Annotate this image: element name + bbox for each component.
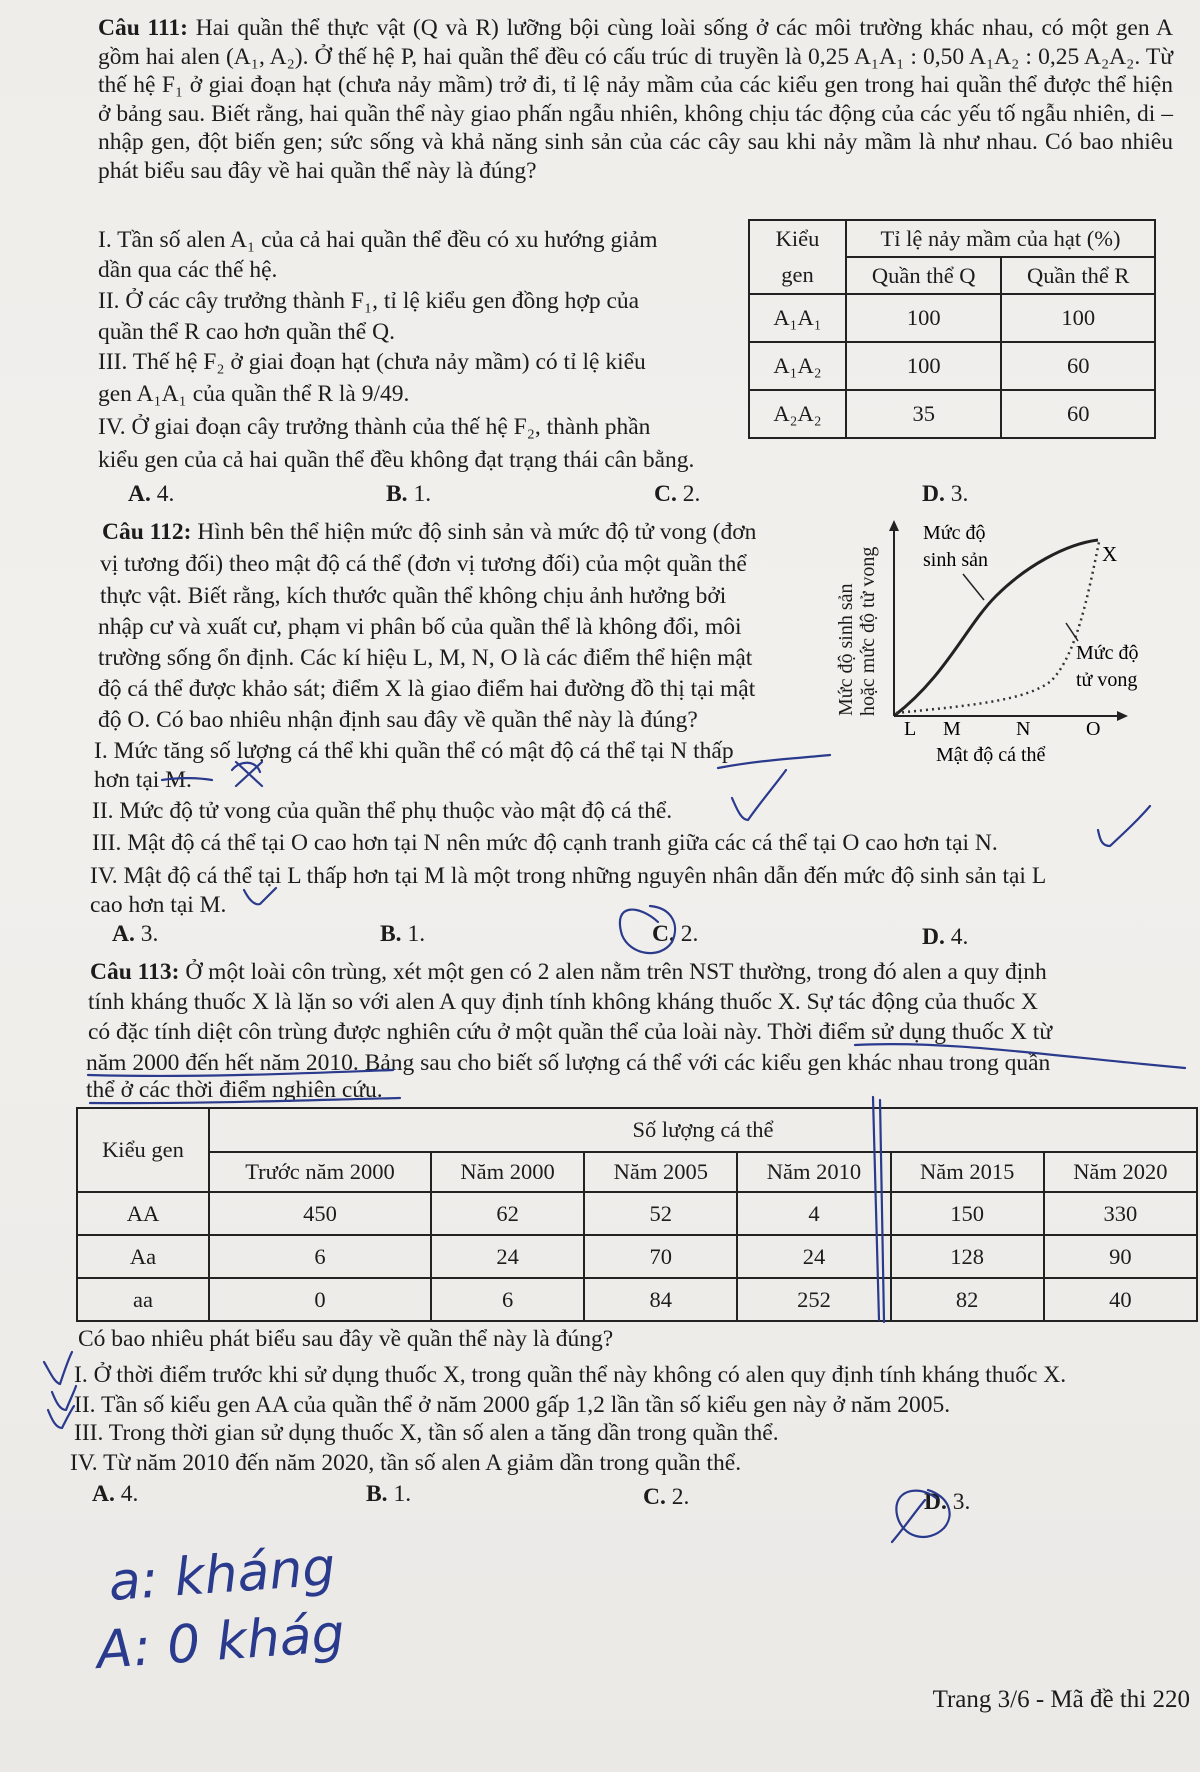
q111-label: Câu 111:: [98, 15, 189, 41]
q113-text-line: thể ở các thời điểm nghiên cứu.: [86, 1077, 383, 1103]
option-value: 3.: [952, 1489, 971, 1515]
table-cell: 330: [1044, 1192, 1197, 1235]
table-divider-line: [880, 1100, 884, 1322]
option-value: 4.: [156, 481, 175, 507]
option-letter: D.: [922, 481, 945, 507]
check-mark: [244, 888, 276, 904]
tick-label: L: [904, 718, 917, 740]
q111-intro-text: Hai quần thể thực vật (Q và R) lưỡng bội cùng loài sống ở các môi trường khác nhau, có một gen A gồm hai alen (A₁, A₂). Ở thế hệ P, hai quần thể đều có cấu trúc di truyền là 0,25 A₁A₁ : 0,50 A₁A₂ : 0,25 A₂A₂. Từ thế hệ F₁ ở giai đoạn hạt (chưa nảy mầm) trở đi, tỉ lệ nảy mầm của các kiểu gen trong hai quần thể được thể hiện ở bảng sau. Biết rằng, hai quần thể này giao phấn ngẫu nhiên, không chịu tác động của các yếu tố ngẫu nhiên, di – nhập gen, đột biến gen; sức sống và khả năng sinh sản của các cây sau khi nảy mầm là như nhau. Có bao nhiêu phát biểu sau đây về hai quần thể này là đúng?: [98, 15, 1174, 184]
q112-text: Hình bên thể hiện mức độ sinh sản và mức độ tử vong (đơn: [197, 519, 757, 545]
birth-label: Mức độ: [923, 522, 986, 544]
table-cell: 100: [846, 342, 1001, 390]
q111-statement: IV. Ở giai đoạn cây trưởng thành của thế hệ F₂, thành phần: [98, 414, 651, 440]
option-letter: A.: [92, 1481, 115, 1507]
q112-statement: II. Mức độ tử vong của quần thể phụ thuộc vào mật độ cá thể.: [92, 798, 673, 824]
pen-underline: [855, 1044, 1185, 1068]
table-header: Năm 2000: [431, 1152, 584, 1192]
table-cell: 60: [1001, 342, 1155, 390]
table-cell: 40: [1044, 1278, 1197, 1321]
table-cell: A₂A₂: [749, 390, 846, 438]
y-axis-label: Mức độ sinh sản: [835, 583, 857, 716]
table-header: Năm 2005: [584, 1152, 737, 1192]
q113-statement: I. Ở thời điểm trước khi sử dụng thuốc X, trong quần thể này không có alen quy định tính kháng thuốc X.: [74, 1362, 1067, 1388]
option-letter: B.: [366, 1481, 388, 1507]
table-cell: 0: [209, 1278, 431, 1321]
table-cell: 4: [737, 1192, 890, 1235]
pen-underline: [90, 1098, 400, 1103]
check-mark: [52, 1386, 76, 1410]
table-cell: 24: [431, 1235, 584, 1278]
q113-statement: III. Trong thời gian sử dụng thuốc X, tần số alen a tăng dần trong quần thể.: [74, 1420, 779, 1446]
pen-underline: [718, 755, 830, 768]
q112-statement: III. Mật độ cá thể tại O cao hơn tại N nên mức độ cạnh tranh giữa các cá thể tại O cao hơn tại N.: [92, 830, 998, 856]
check-mark: [1098, 806, 1150, 846]
table-cell: 6: [209, 1235, 431, 1278]
q111-statement: dần qua các thế hệ.: [98, 257, 278, 283]
table-divider-line: [873, 1097, 879, 1320]
option-letter: D.: [924, 1489, 947, 1515]
y-axis-label: hoặc mức độ tử vong: [857, 546, 879, 716]
q113-label: Câu 113:: [90, 959, 180, 985]
option-letter: C.: [654, 481, 677, 507]
table-cell: 24: [737, 1235, 890, 1278]
q111-statement: II. Ở các cây trưởng thành F₁, tỉ lệ kiểu gen đồng hợp của: [98, 288, 640, 314]
option-value: 2.: [671, 1484, 690, 1510]
death-label: Mức độ: [1076, 642, 1139, 664]
table-header: Số lượng cá thể: [209, 1108, 1197, 1152]
q111-statement: I. Tần số alen A₁ của cả hai quần thể đều có xu hướng giảm: [98, 227, 658, 253]
option-letter: A.: [128, 481, 151, 507]
answer-circle: [896, 1490, 949, 1537]
q112-text-line: độ O. Có bao nhiêu nhận định sau đây về quần thể này là đúng?: [98, 707, 698, 733]
table-cell: 90: [1044, 1235, 1197, 1278]
birth-label: sinh sản: [923, 549, 988, 571]
q112-statement: hơn tại M.: [94, 767, 192, 793]
table-cell: 128: [891, 1235, 1044, 1278]
table-cell: 70: [584, 1235, 737, 1278]
tick-label: M: [943, 718, 961, 740]
q112-label: Câu 112:: [102, 519, 192, 545]
option-value: 2.: [680, 921, 699, 947]
q113-text-line: năm 2000 đến hết năm 2010. Bảng sau cho biết số lượng cá thể với các kiểu gen khác nhau trong quần: [86, 1050, 1051, 1076]
table-cell: AA: [77, 1192, 209, 1235]
q112-text-line: nhập cư và xuất cư, phạm vi phân bố của quần thể là không đổi, môi: [98, 614, 742, 640]
cross-mark: [232, 762, 262, 786]
option-value: 4.: [120, 1481, 139, 1507]
option-value: 3.: [140, 921, 159, 947]
table-cell: 35: [846, 390, 1001, 438]
table-cell: A₁A₂: [749, 342, 846, 390]
q112-statement: IV. Mật độ cá thể tại L thấp hơn tại M là một trong những nguyên nhân dẫn đến mức độ sinh sản tại L: [90, 863, 1047, 889]
table-cell: 6: [431, 1278, 584, 1321]
answer-circle: [620, 906, 675, 953]
table-cell: A₁A₁: [749, 294, 846, 342]
page-footer: Trang 3/6 - Mã đề thi 220: [932, 1686, 1190, 1713]
option-value: 3.: [950, 481, 969, 507]
option-value: 4.: [950, 924, 969, 950]
option-value: 1.: [393, 1481, 412, 1507]
table-cell: 252: [737, 1278, 890, 1321]
table-cell: 450: [209, 1192, 431, 1235]
option-value: 1.: [413, 481, 432, 507]
q113-statement: IV. Từ năm 2010 đến năm 2020, tần số alen A giảm dần trong quần thể.: [70, 1450, 742, 1476]
header-kieu: Kiểu: [775, 226, 820, 251]
q112-text-line: vị tương đối) theo mật độ cá thể (đơn vị tương đối) của một quần thể: [100, 551, 747, 577]
q112-text-line: thực vật. Biết rằng, kích thước quần thể không chịu ảnh hưởng bởi: [100, 583, 727, 609]
death-label: tử vong: [1076, 669, 1138, 691]
table-cell: 62: [431, 1192, 584, 1235]
table-header: Trước năm 2000: [209, 1152, 431, 1192]
option-value: 2.: [682, 481, 701, 507]
table-cell: 52: [584, 1192, 737, 1235]
table-header: Năm 2010: [737, 1152, 890, 1192]
tick-label: N: [1016, 718, 1031, 740]
q112-text-line: trường sống ổn định. Các kí hiệu L, M, N, O là các điểm thể hiện mật: [98, 645, 753, 671]
table-header: Quần thể Q: [846, 257, 1001, 294]
table-cell: Aa: [77, 1235, 209, 1278]
q113-question: Có bao nhiêu phát biểu sau đây về quần thể này là đúng?: [78, 1326, 614, 1352]
q113-text-line: tính kháng thuốc X là lặn so với alen A quy định tính không kháng thuốc X. Sự tác động của thuốc X: [88, 989, 1039, 1015]
option-letter: D.: [922, 924, 945, 950]
option-letter: C.: [643, 1484, 666, 1510]
check-mark: [732, 770, 786, 820]
option-letter: C.: [652, 921, 675, 947]
q113-text: Ở một loài côn trùng, xét một gen có 2 alen nằm trên NST thường, trong đó alen a quy định: [185, 959, 1047, 985]
q112-text-line: độ cá thể được khảo sát; điểm X là giao điểm hai đường đồ thị tại mật: [98, 676, 756, 702]
option-value: 1.: [407, 921, 426, 947]
table-cell: 100: [846, 294, 1001, 342]
table-header: Tỉ lệ nảy mầm của hạt (%): [846, 220, 1155, 257]
x-axis-label: Mật độ cá thể: [936, 744, 1046, 766]
option-letter: A.: [112, 921, 135, 947]
table-header: Quần thể R: [1001, 257, 1155, 294]
tick-label: O: [1086, 718, 1101, 740]
handwritten-note: a: kháng: [106, 1537, 338, 1613]
check-mark: [44, 1352, 72, 1384]
table-cell: 84: [584, 1278, 737, 1321]
table-cell: 100: [1001, 294, 1155, 342]
q111-statement: quần thể R cao hơn quần thể Q.: [98, 319, 395, 345]
q111-statement: III. Thế hệ F₂ ở giai đoạn hạt (chưa nảy mầm) có tỉ lệ kiểu: [98, 349, 646, 375]
option-letter: B.: [380, 921, 402, 947]
table-header: Năm 2020: [1044, 1152, 1197, 1192]
q112-statement: I. Mức tăng số lượng cá thể khi quần thể có mật độ cá thể tại N thấp: [94, 738, 734, 764]
q111-statement: gen A₁A₁ của quần thể R là 9/49.: [98, 381, 410, 407]
q113-statement: II. Tần số kiểu gen AA của quần thể ở năm 2000 gấp 1,2 lần tần số kiểu gen này ở năm 2005.: [74, 1392, 951, 1418]
pen-underline: [162, 778, 212, 780]
option-letter: B.: [386, 481, 408, 507]
table-cell: aa: [77, 1278, 209, 1321]
pen-underline: [88, 1070, 393, 1076]
table-header: Kiểu gen: [77, 1108, 209, 1192]
q112-statement: cao hơn tại M.: [90, 892, 227, 918]
handwritten-note: A: 0 khág: [94, 1603, 347, 1681]
table-cell: 150: [891, 1192, 1044, 1235]
table-header: Năm 2015: [891, 1152, 1044, 1192]
table-header: gen: [749, 257, 846, 294]
table-cell: 60: [1001, 390, 1155, 438]
table-cell: 82: [891, 1278, 1044, 1321]
q111-statement: kiểu gen của cả hai quần thể đều không đạt trạng thái cân bằng.: [98, 447, 695, 473]
q113-text-line: có đặc tính diệt côn trùng được nghiên cứu ở một quần thể của loài này. Thời điểm sử dụng thuốc X từ: [88, 1019, 1053, 1045]
point-x-label: X: [1102, 542, 1118, 566]
